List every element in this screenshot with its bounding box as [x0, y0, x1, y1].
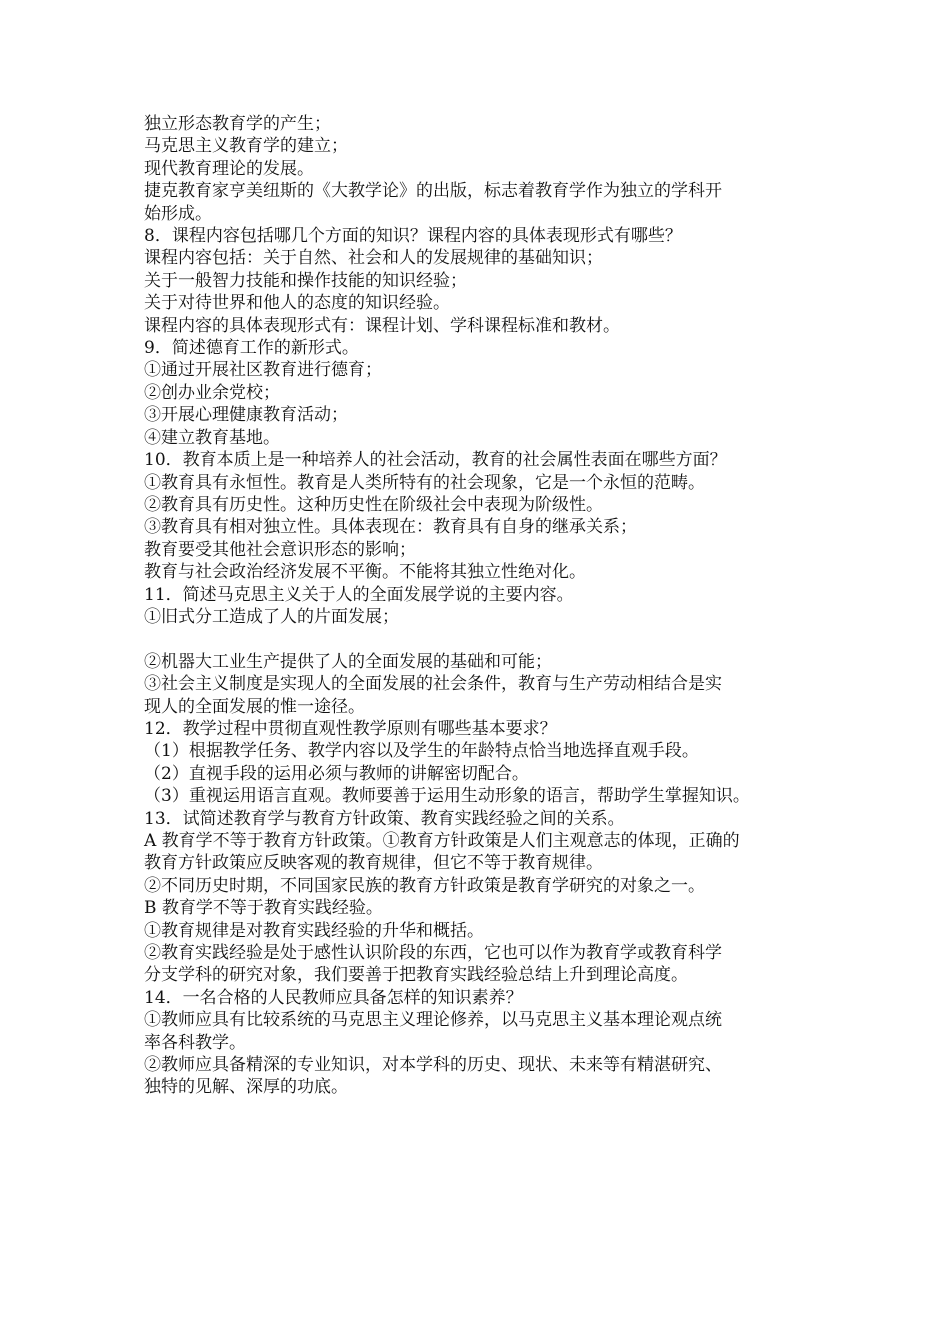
text-line: ①通过开展社区教育进行德育；	[144, 360, 382, 381]
text-line: 教育要受其他社会意识形态的影响；	[144, 539, 416, 560]
text-line: ①教师应具有比较系统的马克思主义理论修养，以马克思主义基本理论观点统	[144, 1010, 722, 1031]
text-line: 课程内容的具体表现形式有：课程计划、学科课程标准和教材。	[144, 315, 620, 336]
question-heading: 14．一名合格的人民教师应具备怎样的知识素养？	[144, 987, 523, 1008]
text-line: ②教育实践经验是处于感性认识阶段的东西，它也可以作为教育学或教育科学	[144, 943, 722, 964]
text-line: ③开展心理健康教育活动；	[144, 405, 348, 426]
blank-line	[144, 628, 810, 650]
text-line: 分支学科的研究对象，我们要善于把教育实践经验总结上升到理论高度。	[144, 965, 688, 986]
text-line: ④建立教育基地。	[144, 427, 280, 448]
text-line: 课程内容包括：关于自然、社会和人的发展规律的基础知识；	[144, 248, 603, 269]
text-line: ③社会主义制度是实现人的全面发展的社会条件，教育与生产劳动相结合是实	[144, 674, 722, 695]
text-line: 独特的见解、深厚的功底。	[144, 1077, 348, 1098]
question-heading: 13．试简述教育学与教育方针政策、教育实践经验之间的关系。	[144, 808, 625, 829]
text-line: ①教育具有永恒性。教育是人类所特有的社会现象，它是一个永恒的范畴。	[144, 472, 705, 493]
text-line: 现代教育理论的发展。	[144, 158, 314, 179]
text-line: B 教育学不等于教育实践经验。	[144, 898, 383, 919]
question-heading: 11．简述马克思主义关于人的全面发展学说的主要内容。	[144, 584, 574, 605]
text-line: 现人的全面发展的惟一途径。	[144, 696, 365, 717]
text-line: 捷克教育家亨美纽斯的《大教学论》的出版，标志着教育学作为独立的学科开	[144, 181, 722, 202]
text-line: （1）根据教学任务、教学内容以及学生的年龄特点恰当地选择直观手段。	[144, 741, 699, 762]
text-line: 关于对待世界和他人的态度的知识经验。	[144, 293, 450, 314]
text-line: ②教师应具备精深的专业知识，对本学科的历史、现状、未来等有精湛研究、	[144, 1055, 722, 1076]
text-line: ③教育具有相对独立性。具体表现在：教育具有自身的继承关系；	[144, 517, 637, 538]
text-line: （3）重视运用语言直观。教师要善于运用生动形象的语言，帮助学生掌握知识。	[144, 786, 750, 807]
text-line: ①教育规律是对教育实践经验的升华和概括。	[144, 920, 484, 941]
text-line: A 教育学不等于教育方针政策。①教育方针政策是人们主观意志的体现，正确的	[144, 830, 740, 851]
text-line: ①旧式分工造成了人的片面发展；	[144, 606, 399, 627]
text-line: ②创办业余党校；	[144, 382, 280, 403]
text-line: ②不同历史时期，不同国家民族的教育方针政策是教育学研究的对象之一。	[144, 875, 705, 896]
text-line: 关于一般智力技能和操作技能的知识经验；	[144, 270, 467, 291]
text-line: 教育与社会政治经济发展不平衡。不能将其独立性绝对化。	[144, 562, 586, 583]
text-line: 率各科教学。	[144, 1032, 246, 1053]
text-line: ②教育具有历史性。这种历史性在阶级社会中表现为阶级性。	[144, 494, 603, 515]
text-line: （2）直视手段的运用必须与教师的讲解密切配合。	[144, 763, 529, 784]
text-line: 独立形态教育学的产生；	[144, 114, 331, 134]
text-line: 教育方针政策应反映客观的教育规律，但它不等于教育规律。	[144, 853, 603, 874]
question-heading: 8．课程内容包括哪几个方面的知识？课程内容的具体表现形式有哪些？	[144, 226, 682, 247]
question-heading: 9．简述德育工作的新形式。	[144, 338, 359, 359]
text-line: 马克思主义教育学的建立；	[144, 136, 348, 157]
document-page	[144, 113, 810, 1099]
question-heading: 10．教育本质上是一种培养人的社会活动，教育的社会属性表面在哪些方面？	[144, 450, 727, 471]
text-line: 始形成。	[144, 203, 212, 224]
text-line: ②机器大工业生产提供了人的全面发展的基础和可能；	[144, 651, 552, 672]
question-heading: 12．教学过程中贯彻直观性教学原则有哪些基本要求？	[144, 718, 557, 739]
